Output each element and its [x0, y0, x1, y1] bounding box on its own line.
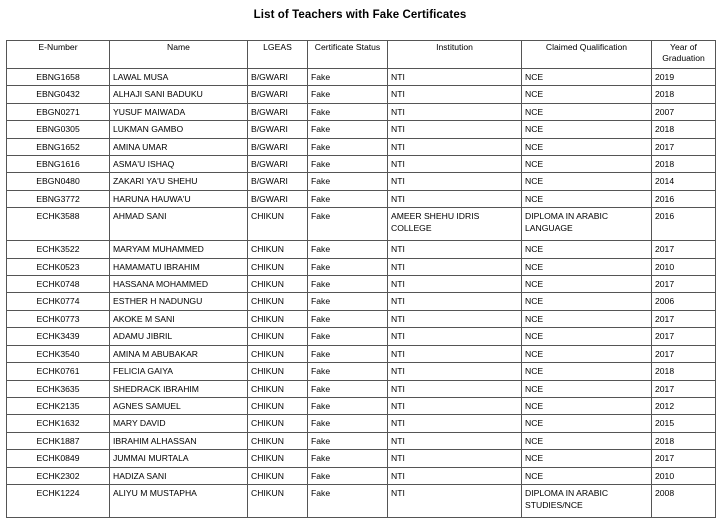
cell-claimed-qualification: NCE — [522, 276, 652, 293]
cell-institution: NTI — [388, 276, 522, 293]
cell-lgea: B/GWARI — [248, 138, 308, 155]
cell-certificate-status: Fake — [308, 138, 388, 155]
cell-name: LUKMAN GAMBO — [110, 121, 248, 138]
cell-e-number: ECHK3635 — [7, 380, 110, 397]
cell-year-of-graduation: 2017 — [652, 276, 716, 293]
table-row — [7, 467, 716, 484]
cell-lgea: CHIKUN — [248, 241, 308, 258]
cell-institution: NTI — [388, 173, 522, 190]
cell-institution: NTI — [388, 415, 522, 432]
cell-e-number: EBNG1652 — [7, 138, 110, 155]
cell-year-of-graduation: 2019 — [652, 69, 716, 86]
table-row — [7, 69, 716, 86]
cell-e-number: ECHK0849 — [7, 450, 110, 467]
cell-year-of-graduation: 2017 — [652, 241, 716, 258]
column-header-e-number: E-Number — [7, 41, 110, 69]
cell-lgea: CHIKUN — [248, 467, 308, 484]
cell-claimed-qualification: NCE — [522, 138, 652, 155]
cell-claimed-qualification: NCE — [522, 397, 652, 414]
cell-lgea: CHIKUN — [248, 310, 308, 327]
cell-institution: NTI — [388, 190, 522, 207]
table-row — [7, 380, 716, 397]
cell-certificate-status: Fake — [308, 467, 388, 484]
cell-year-of-graduation: 2014 — [652, 173, 716, 190]
table-row — [7, 310, 716, 327]
cell-name: AMINA UMAR — [110, 138, 248, 155]
page-title: List of Teachers with Fake Certificates — [253, 9, 467, 21]
cell-claimed-qualification: NCE — [522, 121, 652, 138]
cell-certificate-status: Fake — [308, 415, 388, 432]
cell-certificate-status: Fake — [308, 380, 388, 397]
cell-claimed-qualification: NCE — [522, 345, 652, 362]
cell-year-of-graduation: 2017 — [652, 328, 716, 345]
cell-lgea: B/GWARI — [248, 103, 308, 120]
cell-name: AHMAD SANI — [110, 208, 248, 241]
cell-claimed-qualification: NCE — [522, 86, 652, 103]
cell-institution: NTI — [388, 258, 522, 275]
cell-claimed-qualification: NCE — [522, 450, 652, 467]
cell-claimed-qualification: NCE — [522, 258, 652, 275]
cell-lgea: CHIKUN — [248, 293, 308, 310]
table-row — [7, 363, 716, 380]
cell-e-number: EBGN0480 — [7, 173, 110, 190]
table-row — [7, 103, 716, 120]
cell-claimed-qualification: NCE — [522, 156, 652, 173]
column-header-claimed-qualification: Claimed Qualification — [522, 41, 652, 69]
cell-year-of-graduation: 2018 — [652, 86, 716, 103]
cell-name: HAMAMATU IBRAHIM — [110, 258, 248, 275]
teachers-table — [6, 40, 716, 518]
cell-lgea: B/GWARI — [248, 86, 308, 103]
cell-year-of-graduation: 2017 — [652, 345, 716, 362]
cell-lgea: B/GWARI — [248, 121, 308, 138]
cell-year-of-graduation: 2017 — [652, 138, 716, 155]
cell-name: HARUNA HAUWA'U — [110, 190, 248, 207]
cell-e-number: ECHK0748 — [7, 276, 110, 293]
column-header-name: Name — [110, 41, 248, 69]
cell-claimed-qualification: NCE — [522, 310, 652, 327]
column-header-lgeas: LGEAS — [248, 41, 308, 69]
cell-institution: NTI — [388, 397, 522, 414]
cell-lgea: CHIKUN — [248, 276, 308, 293]
cell-institution: NTI — [388, 363, 522, 380]
cell-year-of-graduation: 2016 — [652, 190, 716, 207]
cell-lgea: CHIKUN — [248, 345, 308, 362]
cell-year-of-graduation: 2017 — [652, 310, 716, 327]
cell-lgea: CHIKUN — [248, 258, 308, 275]
cell-year-of-graduation: 2018 — [652, 363, 716, 380]
cell-certificate-status: Fake — [308, 208, 388, 241]
table-row — [7, 86, 716, 103]
cell-e-number: ECHK3540 — [7, 345, 110, 362]
cell-certificate-status: Fake — [308, 397, 388, 414]
cell-lgea: B/GWARI — [248, 173, 308, 190]
cell-institution: AMEER SHEHU IDRIS COLLEGE — [388, 208, 522, 241]
table-row — [7, 208, 716, 241]
column-header-certificate-status: Certificate Status — [308, 41, 388, 69]
cell-institution: NTI — [388, 328, 522, 345]
cell-institution: NTI — [388, 121, 522, 138]
cell-claimed-qualification: DIPLOMA IN ARABIC LANGUAGE — [522, 208, 652, 241]
cell-lgea: CHIKUN — [248, 397, 308, 414]
cell-e-number: ECHK3522 — [7, 241, 110, 258]
cell-e-number: ECHK3588 — [7, 208, 110, 241]
cell-lgea: B/GWARI — [248, 156, 308, 173]
cell-e-number: ECHK0523 — [7, 258, 110, 275]
cell-year-of-graduation: 2016 — [652, 208, 716, 241]
cell-institution: NTI — [388, 241, 522, 258]
cell-year-of-graduation: 2017 — [652, 380, 716, 397]
cell-e-number: ECHK1887 — [7, 432, 110, 449]
cell-name: AGNES SAMUEL — [110, 397, 248, 414]
cell-institution: NTI — [388, 310, 522, 327]
cell-lgea: CHIKUN — [248, 208, 308, 241]
cell-institution: NTI — [388, 138, 522, 155]
table-row — [7, 484, 716, 517]
cell-e-number: ECHK0761 — [7, 363, 110, 380]
cell-institution: NTI — [388, 432, 522, 449]
cell-e-number: EBNG0432 — [7, 86, 110, 103]
cell-claimed-qualification: NCE — [522, 328, 652, 345]
cell-name: IBRAHIM ALHASSAN — [110, 432, 248, 449]
cell-certificate-status: Fake — [308, 484, 388, 517]
cell-claimed-qualification: NCE — [522, 190, 652, 207]
table-row — [7, 432, 716, 449]
cell-certificate-status: Fake — [308, 103, 388, 120]
table-row — [7, 450, 716, 467]
cell-certificate-status: Fake — [308, 156, 388, 173]
table-body — [7, 69, 716, 518]
column-header-year-of-graduation: Year of Graduation — [652, 41, 716, 69]
cell-certificate-status: Fake — [308, 258, 388, 275]
cell-lgea: B/GWARI — [248, 190, 308, 207]
cell-e-number: ECHK0774 — [7, 293, 110, 310]
table-row — [7, 156, 716, 173]
cell-e-number: ECHK1224 — [7, 484, 110, 517]
cell-institution: NTI — [388, 103, 522, 120]
cell-year-of-graduation: 2008 — [652, 484, 716, 517]
cell-claimed-qualification: NCE — [522, 103, 652, 120]
table-row — [7, 276, 716, 293]
cell-year-of-graduation: 2010 — [652, 258, 716, 275]
cell-name: HASSANA MOHAMMED — [110, 276, 248, 293]
cell-institution: NTI — [388, 484, 522, 517]
cell-e-number: EBNG1658 — [7, 69, 110, 86]
cell-year-of-graduation: 2018 — [652, 121, 716, 138]
table-row — [7, 328, 716, 345]
cell-name: ASMA'U ISHAQ — [110, 156, 248, 173]
cell-claimed-qualification: NCE — [522, 241, 652, 258]
cell-certificate-status: Fake — [308, 69, 388, 86]
cell-year-of-graduation: 2017 — [652, 450, 716, 467]
table-row — [7, 345, 716, 362]
cell-e-number: ECHK3439 — [7, 328, 110, 345]
cell-e-number: ECHK0773 — [7, 310, 110, 327]
cell-lgea: CHIKUN — [248, 450, 308, 467]
cell-claimed-qualification: DIPLOMA IN ARABIC STUDIES/NCE — [522, 484, 652, 517]
cell-e-number: EBGN0271 — [7, 103, 110, 120]
table-row — [7, 121, 716, 138]
cell-certificate-status: Fake — [308, 121, 388, 138]
cell-e-number: ECHK2302 — [7, 467, 110, 484]
cell-year-of-graduation: 2010 — [652, 467, 716, 484]
table-row — [7, 397, 716, 414]
cell-claimed-qualification: NCE — [522, 173, 652, 190]
cell-name: ADAMU JIBRIL — [110, 328, 248, 345]
cell-lgea: CHIKUN — [248, 484, 308, 517]
cell-year-of-graduation: 2018 — [652, 156, 716, 173]
cell-claimed-qualification: NCE — [522, 415, 652, 432]
cell-institution: NTI — [388, 450, 522, 467]
cell-certificate-status: Fake — [308, 345, 388, 362]
cell-year-of-graduation: 2012 — [652, 397, 716, 414]
cell-name: YUSUF MAIWADA — [110, 103, 248, 120]
table-row — [7, 190, 716, 207]
cell-lgea: CHIKUN — [248, 432, 308, 449]
table-row — [7, 173, 716, 190]
cell-certificate-status: Fake — [308, 328, 388, 345]
cell-year-of-graduation: 2018 — [652, 432, 716, 449]
cell-lgea: CHIKUN — [248, 380, 308, 397]
cell-name: MARY DAVID — [110, 415, 248, 432]
cell-e-number: ECHK2135 — [7, 397, 110, 414]
table-row — [7, 293, 716, 310]
cell-year-of-graduation: 2015 — [652, 415, 716, 432]
cell-certificate-status: Fake — [308, 190, 388, 207]
cell-lgea: CHIKUN — [248, 328, 308, 345]
table-header-row — [7, 41, 716, 69]
cell-certificate-status: Fake — [308, 450, 388, 467]
cell-certificate-status: Fake — [308, 241, 388, 258]
cell-lgea: CHIKUN — [248, 415, 308, 432]
table-row — [7, 415, 716, 432]
cell-name: FELICIA GAIYA — [110, 363, 248, 380]
cell-certificate-status: Fake — [308, 363, 388, 380]
cell-institution: NTI — [388, 293, 522, 310]
cell-certificate-status: Fake — [308, 310, 388, 327]
cell-e-number: EBNG3772 — [7, 190, 110, 207]
cell-name: AMINA M ABUBAKAR — [110, 345, 248, 362]
cell-lgea: CHIKUN — [248, 363, 308, 380]
cell-claimed-qualification: NCE — [522, 432, 652, 449]
cell-institution: NTI — [388, 345, 522, 362]
cell-certificate-status: Fake — [308, 86, 388, 103]
cell-certificate-status: Fake — [308, 276, 388, 293]
cell-institution: NTI — [388, 86, 522, 103]
table-row — [7, 241, 716, 258]
cell-certificate-status: Fake — [308, 432, 388, 449]
cell-institution: NTI — [388, 156, 522, 173]
cell-institution: NTI — [388, 380, 522, 397]
table-row — [7, 138, 716, 155]
cell-claimed-qualification: NCE — [522, 69, 652, 86]
cell-e-number: ECHK1632 — [7, 415, 110, 432]
cell-name: AKOKE M SANI — [110, 310, 248, 327]
column-header-institution: Institution — [388, 41, 522, 69]
cell-lgea: B/GWARI — [248, 69, 308, 86]
cell-name: ZAKARI YA'U SHEHU — [110, 173, 248, 190]
table-row — [7, 258, 716, 275]
cell-certificate-status: Fake — [308, 293, 388, 310]
cell-claimed-qualification: NCE — [522, 380, 652, 397]
cell-name: LAWAL MUSA — [110, 69, 248, 86]
cell-institution: NTI — [388, 69, 522, 86]
cell-name: ESTHER H NADUNGU — [110, 293, 248, 310]
cell-claimed-qualification: NCE — [522, 467, 652, 484]
cell-year-of-graduation: 2007 — [652, 103, 716, 120]
cell-claimed-qualification: NCE — [522, 293, 652, 310]
cell-name: JUMMAI MURTALA — [110, 450, 248, 467]
cell-name: ALHAJI SANI BADUKU — [110, 86, 248, 103]
cell-institution: NTI — [388, 467, 522, 484]
cell-name: SHEDRACK IBRAHIM — [110, 380, 248, 397]
cell-e-number: EBNG0305 — [7, 121, 110, 138]
cell-name: HADIZA SANI — [110, 467, 248, 484]
cell-claimed-qualification: NCE — [522, 363, 652, 380]
cell-name: MARYAM MUHAMMED — [110, 241, 248, 258]
cell-certificate-status: Fake — [308, 173, 388, 190]
cell-e-number: EBNG1616 — [7, 156, 110, 173]
cell-name: ALIYU M MUSTAPHA — [110, 484, 248, 517]
cell-year-of-graduation: 2006 — [652, 293, 716, 310]
